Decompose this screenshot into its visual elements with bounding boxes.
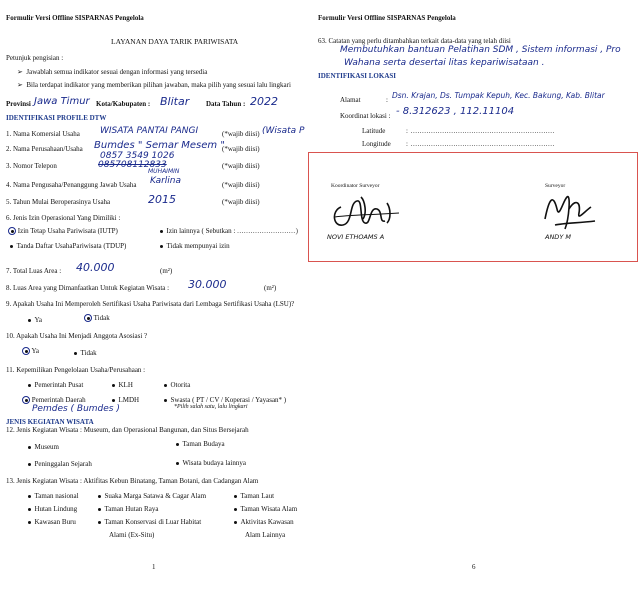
q12-budaya-lain-bullet (176, 462, 179, 465)
sig2-label: Surveyor (545, 183, 566, 189)
q5-label: 5. Tahun Mulai Beroperasinya Usaha (6, 198, 111, 206)
koordinat-value[interactable]: - 8.312623 , 112.11104 (396, 106, 515, 117)
q11-klh-bullet (112, 384, 115, 387)
q6-label: 6. Jenis Izin Operasional Yang Dimiliki : (6, 214, 121, 222)
q13-opt-kawasan-buru[interactable]: Kawasan Buru (28, 518, 76, 526)
section-identifikasi-lokasi: IDENTIFIKASI LOKASI (318, 72, 396, 80)
q13-opt-konservasi-cont: Alami (Ex-Situ) (109, 531, 155, 539)
q6-tidak-izin-bullet (160, 245, 163, 248)
q3-value-2[interactable]: 085708112833 (98, 160, 167, 170)
prov-value[interactable]: Jawa Timur (34, 96, 90, 107)
sig2-name: ANDY M (545, 233, 571, 241)
q11-opt-lmdh[interactable]: LMDH (112, 396, 139, 404)
left-page-number: 1 (152, 563, 156, 571)
q7-label: 7. Total Luas Area : (6, 267, 62, 275)
q11-opt-swasta[interactable]: Swasta ( PT / CV / Koperasi / Yayasan* ) (164, 396, 286, 404)
q11-opt-daerah[interactable]: Pemerintah Daerah (22, 396, 86, 404)
q8-value[interactable]: 30.000 (188, 278, 227, 291)
q11-opt-pusat[interactable]: Pemerintah Pusat (28, 381, 83, 389)
q13-opt-hutan-raya[interactable]: Taman Hutan Raya (98, 505, 158, 513)
section-jenis-kegiatan: JENIS KEGIATAN WISATA (6, 418, 94, 426)
q13-hutan-lindung-bullet (28, 508, 31, 511)
q4-wajib: (*wajib diisi) (222, 181, 260, 189)
q9-ya-bullet (28, 319, 31, 322)
q7-unit: (m²) (160, 267, 173, 275)
q11-note: *Pilih salah satu, lalu lingkari (174, 404, 248, 410)
kota-label: Kota/Kabupaten : (96, 100, 151, 108)
q3-wajib: (*wajib diisi) (222, 162, 260, 170)
q10-tidak[interactable]: Tidak (74, 349, 97, 357)
tahun-label: Data Tahun : (206, 100, 246, 108)
q1-extra[interactable]: (Wisata P (262, 126, 305, 136)
q63-label: 63. Catatan yang perlu ditambahkan terkait data-data yang telah diisi (318, 37, 511, 45)
q6-tdup-bullet (10, 245, 13, 248)
q6-iutp-radio[interactable] (8, 227, 16, 235)
longitude-field[interactable]: : ................................................................ (406, 140, 555, 148)
q6-opt-tidak-izin[interactable]: Tidak mempunyai izin (160, 242, 230, 250)
signature-box (308, 152, 638, 262)
q11-daerah-radio[interactable] (22, 396, 30, 404)
q12-peninggalan-bullet (28, 463, 31, 466)
q1-label: 1. Nama Komersial Usaha (6, 130, 80, 138)
q13-aktivitas-bullet (234, 521, 237, 524)
q12-opt-budaya-lain[interactable]: Wisata budaya lainnya (176, 459, 246, 467)
q11-pusat-bullet (28, 384, 31, 387)
q12-opt-museum[interactable]: Museum (28, 443, 59, 451)
alamat-label: Alamat (340, 96, 361, 104)
q2-wajib: (*wajib diisi) (222, 145, 260, 153)
q4-label: 4. Nama Pengusaha/Penanggung Jawab Usaha (6, 181, 137, 189)
latitude-field[interactable]: : ................................................................ (406, 127, 555, 135)
tahun-value[interactable]: 2022 (250, 95, 278, 108)
section-profile-dtw: IDENTIFIKASI PROFILE DTW (6, 114, 107, 122)
q12-label: 12. Jenis Kegiatan Wisata : Museum, dan Operasional Bangunan, dan Situs Bersejarah (6, 426, 249, 434)
instructions-label: Petunjuk pengisian : (6, 54, 64, 62)
q6-opt-tdup[interactable]: Tanda Daftar UsahaPariwisata (TDUP) (8, 242, 126, 250)
q13-opt-wisata-alam[interactable]: Taman Wisata Alam (234, 505, 297, 513)
koordinat-label: Koordinat lokasi : (340, 112, 391, 120)
q11-hand-answer[interactable]: Pemdes ( Bumdes ) (32, 404, 120, 414)
q8-unit: (m²) (264, 284, 277, 292)
q13-opt-suaka[interactable]: Suaka Marga Satawa & Cagar Alam (98, 492, 206, 500)
q3-value-1[interactable]: 0857 3549 1026 (100, 151, 175, 161)
q11-lmdh-bullet (112, 399, 115, 402)
q1-wajib: (*wajib diisi) (222, 130, 260, 138)
q10-ya-radio[interactable] (22, 347, 30, 355)
q4-value[interactable]: Karlina (150, 176, 182, 186)
q11-label: 11. Kepemilikan Pengelolaan Usaha/Perusahaan : (6, 366, 146, 374)
form-title: LAYANAN DAYA TARIK PARIWISATA (111, 37, 239, 46)
q13-opt-aktivitas-cont: Alam Lainnya (245, 531, 286, 539)
q13-wisata-alam-bullet (234, 508, 237, 511)
q12-museum-bullet (28, 446, 31, 449)
q63-answer-2[interactable]: Wahana serta desertai litas kepariwisataan . (344, 58, 545, 68)
q11-opt-klh[interactable]: KLH (112, 381, 133, 389)
q10-label: 10. Apakah Usaha Ini Menjadi Anggota Asosiasi ? (6, 332, 148, 340)
q13-taman-laut-bullet (234, 495, 237, 498)
q9-tidak-radio[interactable] (84, 314, 92, 322)
q9-label: 9. Apakah Usaha Ini Memperoleh Sertifikasi Usaha Pariwisata dari Lembaga Sertifikasi Usaha (LSU)? (6, 300, 295, 308)
q2-value[interactable]: Bumdes " Semar Mesem " (94, 140, 225, 151)
q6-lainnya-bullet (160, 230, 163, 233)
q13-opt-konservasi[interactable]: Taman Konservasi di Luar Habitat (98, 518, 201, 526)
alamat-colon: : (386, 96, 388, 104)
q12-opt-peninggalan[interactable]: Peninggalan Sejarah (28, 460, 92, 468)
q8-label: 8. Luas Area yang Dimanfaatkan Untuk Kegiatan Wisata : (6, 284, 170, 292)
instruction-1: ➢ Jawablah semua indikator sesuai dengan informasi yang tersedia (17, 68, 208, 76)
q2-label: 2. Nama Perusahaan/Usaha (6, 145, 83, 153)
q10-ya[interactable]: Ya (22, 347, 39, 355)
q13-opt-nasional[interactable]: Taman nasional (28, 492, 79, 500)
q12-taman-budaya-bullet (176, 443, 179, 446)
sig1-label: Koordinator Surveyor (331, 183, 380, 189)
latitude-label: Latitude (362, 127, 386, 135)
q13-opt-hutan-lindung[interactable]: Hutan Lindung (28, 505, 77, 513)
q5-value[interactable]: 2015 (148, 193, 176, 206)
q11-opt-otorita[interactable]: Otorita (164, 381, 190, 389)
kota-value[interactable]: Blitar (160, 95, 190, 108)
q9-ya[interactable]: Ya (28, 316, 42, 324)
q12-opt-taman-budaya[interactable]: Taman Budaya (176, 440, 225, 448)
q11-otorita-bullet (164, 384, 167, 387)
q6-opt-lainnya[interactable]: Izin lainnya ( Sebutkan : ..........................) (160, 227, 298, 235)
q13-opt-taman-laut[interactable]: Taman Laut (234, 492, 274, 500)
q3-label: 3. Nomor Telepon (6, 162, 57, 170)
q13-kawasan-buru-bullet (28, 521, 31, 524)
longitude-label: Longitude (362, 140, 391, 148)
q10-tidak-bullet (74, 352, 77, 355)
q11-swasta-bullet (164, 399, 167, 402)
left-header: Formulir Versi Offline SISPARNAS Pengelola (6, 14, 144, 22)
alamat-value[interactable]: Dsn. Krajan, Ds. Tumpak Kepuh, Kec. Bakung, Kab. Blitar (392, 91, 605, 100)
q4-value-top[interactable]: MUHAIMIN (148, 168, 180, 175)
q63-answer-1[interactable]: Membutuhkan bantuan Pelatihan SDM , Sistem informasi , Pro (340, 45, 621, 55)
q13-konservasi-bullet (98, 521, 101, 524)
q6-opt-iutp[interactable]: Izin Tetap Usaha Pariwisata (IUTP) (8, 227, 118, 235)
q13-hutan-raya-bullet (98, 508, 101, 511)
right-page-number: 6 (472, 563, 476, 571)
q13-opt-aktivitas[interactable]: Aktivitas Kawasan (234, 518, 294, 526)
q13-label: 13. Jenis Kegiatan Wisata : Aktifitas Kebun Binatang, Taman Botani, dan Cadangan Alam (6, 477, 259, 485)
q5-wajib: (*wajib diisi) (222, 198, 260, 206)
q13-suaka-bullet (98, 495, 101, 498)
q13-nasional-bullet (28, 495, 31, 498)
right-header: Formulir Versi Offline SISPARNAS Pengelola (318, 14, 456, 22)
sig1-name: NOVI ETHOAMS A (327, 233, 385, 241)
q1-value[interactable]: WISATA PANTAI PANGI (100, 126, 199, 136)
q7-value[interactable]: 40.000 (76, 261, 115, 274)
instruction-2: ➢ Bila terdapat indikator yang memberikan pilihan jawaban, maka pilih yang sesuai lalu lingkari (17, 81, 291, 89)
prov-label: Provinsi (6, 100, 31, 108)
q9-tidak[interactable]: Tidak (84, 314, 110, 322)
